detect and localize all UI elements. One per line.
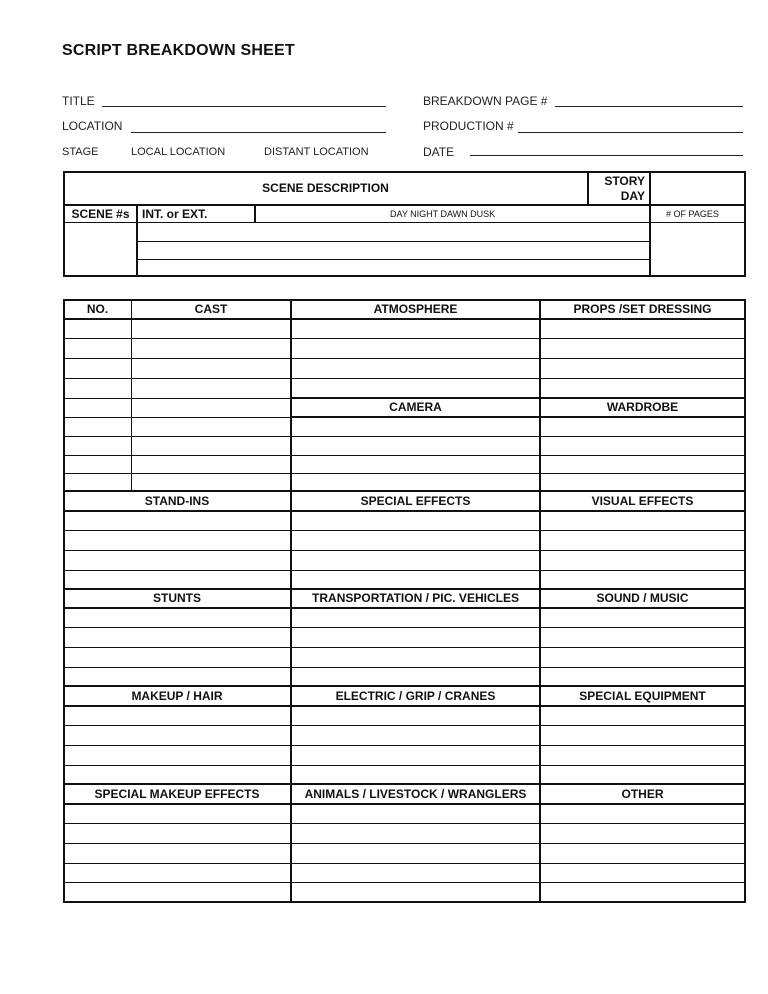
breakdown-page-field[interactable] xyxy=(555,106,743,107)
row-line xyxy=(63,530,746,531)
animals-header: ANIMALS / LIVESTOCK / WRANGLERS xyxy=(304,787,527,801)
scene-numbers-label: SCENE #s xyxy=(71,207,130,221)
stage-label: STAGE xyxy=(62,146,99,158)
electric-grip-header: ELECTRIC / GRIP / CRANES xyxy=(335,689,496,703)
location-field[interactable] xyxy=(131,132,386,133)
visual-effects-header: VISUAL EFFECTS xyxy=(591,494,694,508)
scene-line xyxy=(137,241,650,242)
production-label: PRODUCTION # xyxy=(423,119,514,133)
stand-ins-header: STAND-INS xyxy=(144,494,210,508)
row-line xyxy=(63,378,746,379)
row-line xyxy=(63,745,746,746)
title-label: TITLE xyxy=(62,94,95,108)
section-divider xyxy=(290,416,746,418)
row-line xyxy=(63,765,746,766)
row-line xyxy=(63,417,291,418)
section-divider xyxy=(63,705,746,707)
row-line xyxy=(63,338,746,339)
section-divider xyxy=(63,318,746,320)
scene-box-divider xyxy=(649,171,651,277)
camera-header: CAMERA xyxy=(389,400,442,414)
stunts-header: STUNTS xyxy=(153,591,201,605)
row-line xyxy=(63,570,746,571)
row-line xyxy=(63,882,746,883)
scene-line xyxy=(137,259,650,260)
section-divider xyxy=(63,803,746,805)
other-header: OTHER xyxy=(621,787,664,801)
makeup-hair-header: MAKEUP / HAIR xyxy=(131,689,223,703)
int-ext-label: INT. or EXT. xyxy=(142,207,208,221)
sound-music-header: SOUND / MUSIC xyxy=(596,591,689,605)
section-divider xyxy=(63,607,746,609)
scene-box-divider xyxy=(63,222,746,223)
row-line xyxy=(63,627,746,628)
row-line xyxy=(63,550,746,551)
distant-location-label: DISTANT LOCATION xyxy=(264,146,369,158)
story-day-label-2: DAY xyxy=(620,189,645,203)
date-field[interactable] xyxy=(470,155,743,156)
scene-box-divider xyxy=(254,204,256,223)
row-line xyxy=(63,843,746,844)
special-equipment-header: SPECIAL EQUIPMENT xyxy=(579,689,706,703)
section-divider xyxy=(63,783,746,785)
section-divider xyxy=(63,685,746,687)
scene-description-label: SCENE DESCRIPTION xyxy=(262,181,389,195)
row-line xyxy=(63,358,746,359)
section-divider xyxy=(290,397,746,399)
row-line xyxy=(63,436,746,437)
special-effects-header: SPECIAL EFFECTS xyxy=(360,494,471,508)
scene-box-divider xyxy=(136,204,138,277)
atmosphere-header: ATMOSPHERE xyxy=(373,302,458,316)
row-line xyxy=(63,667,746,668)
special-makeup-header: SPECIAL MAKEUP EFFECTS xyxy=(94,787,260,801)
section-divider xyxy=(63,588,746,590)
cast-header: CAST xyxy=(194,302,228,316)
row-line xyxy=(63,823,746,824)
row-line xyxy=(63,647,746,648)
production-field[interactable] xyxy=(518,132,743,133)
transportation-header: TRANSPORTATION / PIC. VEHICLES xyxy=(312,591,519,605)
section-divider xyxy=(63,510,746,512)
location-label: LOCATION xyxy=(62,119,123,133)
row-line xyxy=(63,398,291,399)
page-title: SCRIPT BREAKDOWN SHEET xyxy=(62,42,295,59)
scene-box-divider xyxy=(63,204,746,206)
row-line xyxy=(63,863,746,864)
local-location-label: LOCAL LOCATION xyxy=(131,146,226,158)
date-label: DATE xyxy=(423,145,455,159)
day-night-label: DAY NIGHT DAWN DUSK xyxy=(390,209,496,219)
pages-label: # OF PAGES xyxy=(666,209,719,219)
row-line xyxy=(63,725,746,726)
props-header: PROPS /SET DRESSING xyxy=(573,302,712,316)
title-field[interactable] xyxy=(102,106,386,107)
column-divider xyxy=(131,299,132,491)
no-header: NO. xyxy=(86,302,109,316)
section-divider xyxy=(63,490,746,492)
wardrobe-header: WARDROBE xyxy=(606,400,679,414)
row-line xyxy=(63,473,746,474)
breakdown-page-label: BREAKDOWN PAGE # xyxy=(423,94,548,108)
story-day-label-1: STORY xyxy=(604,174,645,188)
row-line xyxy=(63,455,746,456)
